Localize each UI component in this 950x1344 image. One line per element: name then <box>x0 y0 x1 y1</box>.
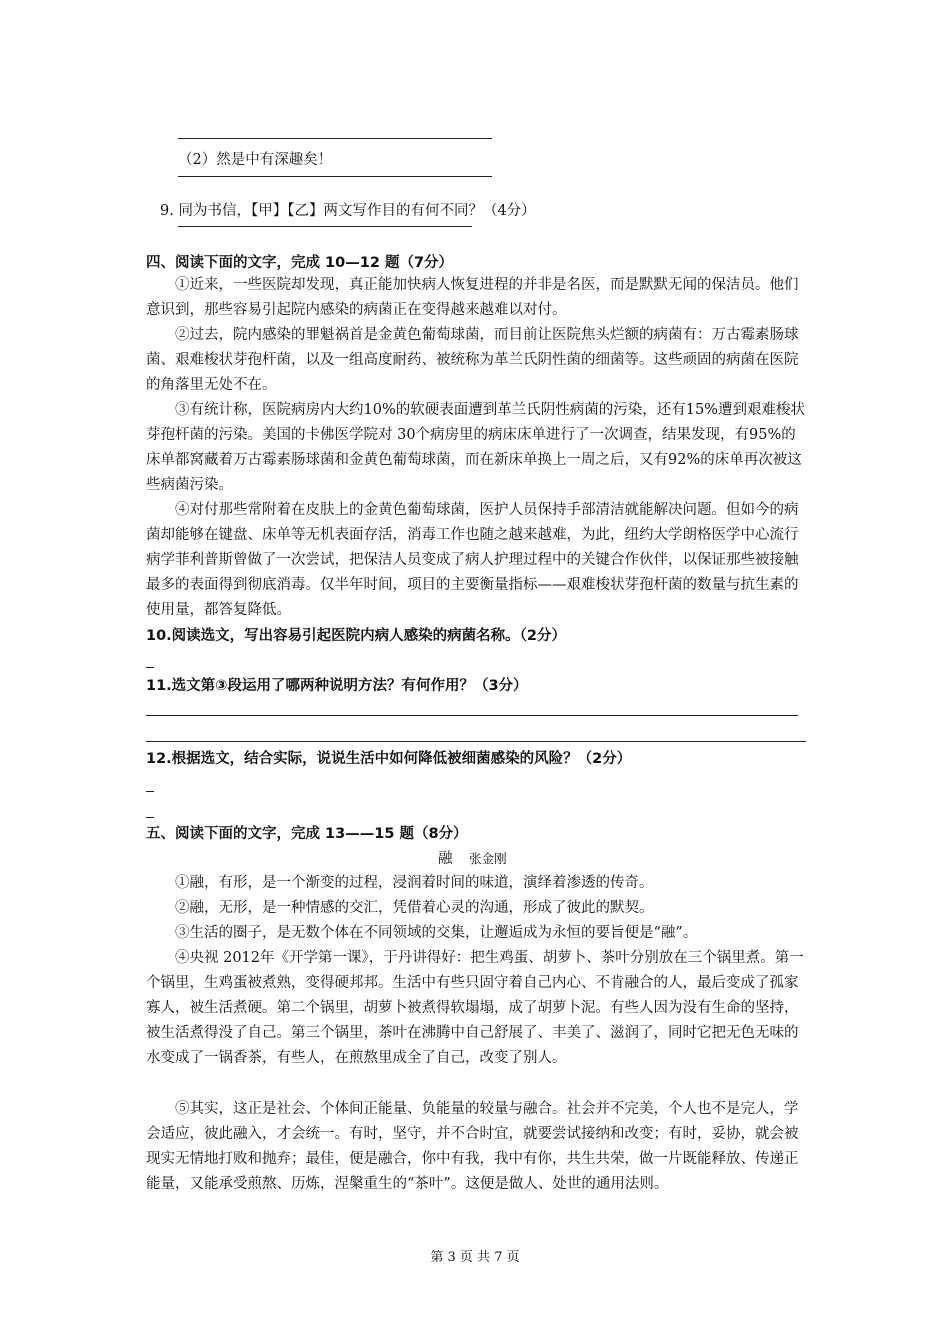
section-4-heading: 四、阅读下面的文字，完成 10—12 题（7分） <box>146 255 454 271</box>
question-10: 10.阅读选文，写出容易引起医院内病人感染的病菌名称。（2分） <box>146 628 567 644</box>
section-5-paragraph-4: ④央视 2012年《开学第一课》，于丹讲得好：把生鸡蛋、胡萝卜、茶叶分别放在三个锅里煮。第一个锅里，生鸡蛋被煮熟，变得硬邦邦。生活中有些只固守着自己内心、不肯融合的人，最后变成了孤家寡人，被生活煮硬。第二个锅里，胡萝卜被煮得软塌塌，成了胡萝卜泥。有些人因为没有生命的坚持，被生活煮得没了自己。第三个锅里，茶叶在沸腾中自己舒展了、丰美了、滋润了，同时它把无色无味的水变成了一锅香茶，有些人，在煎熬里成全了自己，改变了别人。 <box>146 950 804 1066</box>
answer-line <box>178 138 492 139</box>
answer-mark <box>146 791 154 792</box>
question-9: 9. 同为书信，【甲】【乙】两文写作目的有何不同？（4分） <box>160 203 536 219</box>
section-5-paragraph-5: ⑤其实，这正是社会、个体间正能量、负能量的较量与融合。社会并不完美，个人也不是完人，学会适应，彼此融入，才会统一。有时，坚守，并不合时宜，就要尝试接纳和改变；有时，妥协，就会被现实无情地打败和抛弃；最佳，便是融合，你中有我，我中有你，共生共荣，做一片既能释放、传递正能量，又能承受煎熬、历炼，涅槃重生的“茶叶”。这便是做人、处世的通用法则。 <box>146 1101 799 1192</box>
answer-mark <box>146 667 154 668</box>
question-12: 12.根据选文，结合实际，说说生活中如何降低被细菌感染的风险？（2分） <box>146 751 632 767</box>
article-author: 张金刚 <box>469 851 507 866</box>
answer-line <box>178 176 492 177</box>
q8-item-2: （2）然是中有深趣矣！ <box>178 152 333 168</box>
section-4-paragraph-2: ②过去，院内感染的罪魁祸首是金黄色葡萄球菌，而目前让医院焦头烂额的病菌有：万古霉素肠球菌、艰难梭状芽孢杆菌，以及一组高度耐药、被统称为革兰氏阴性菌的细菌等。这些顽固的病菌在医院的角落里无处不在。 <box>146 327 799 393</box>
section-4-paragraph-3: ③有统计称，医院病房内大约10%的软硬表面遭到革兰氏阴性病菌的污染，还有15%遭到艰难梭状芽孢杆菌的污染。美国的卡佛医学院对 30个病房里的病床床单进行了一次调查，结果发现，有95%的床单都窝藏着万古霉素肠球菌和金黄色葡萄球菌，而在新床单换上一周之后，又有92%的床单再次被这些病菌污染。 <box>146 402 805 493</box>
section-5-paragraph-2: ②融，无形，是一种情感的交汇，凭借着心灵的沟通，形成了彼此的默契。 <box>175 900 654 916</box>
section-4-paragraph-1: ①近来，一些医院却发现，真正能加快病人恢复进程的并非是名医，而是默默无闻的保洁员。他们意识到，那些容易引起院内感染的病菌正在变得越来越难以对付。 <box>146 277 799 318</box>
article-title-line <box>438 848 507 870</box>
answer-line <box>146 741 806 742</box>
section-4-paragraph-4: ④对付那些常附着在皮肤上的金黄色葡萄球菌，医护人员保持手部清洁就能解决问题。但如今的病菌却能够在键盘、床单等无机表面存活，消毒工作也随之越来越难，为此，纽约大学朗格医学中心流行病学菲利普斯曾做了一次尝试，把保洁人员变成了病人护理过程中的关键合作伙伴，以保证那些被接触最多的表面得到彻底消毒。仅半年时间，项目的主要衡量指标——艰难梭状芽孢杆菌的数量与抗生素的使用量，都答复降低。 <box>146 502 799 618</box>
section-5-paragraph-1: ①融，有形，是一个渐变的过程，浸润着时间的味道，演绎着渗透的传奇。 <box>175 875 654 891</box>
page-number: 第 3 页 共 7 页 <box>430 1250 520 1265</box>
answer-line <box>178 226 472 227</box>
section-5-heading: 五、阅读下面的文字，完成 13——15 题（8分） <box>146 826 468 842</box>
article-title: 融 <box>438 851 453 867</box>
answer-mark <box>146 817 154 818</box>
answer-line <box>146 715 798 716</box>
question-11: 11.选文第③段运用了哪两种说明方法？有何作用？（3分） <box>146 678 528 694</box>
section-5-paragraph-3: ③生活的圈子，是无数个体在不同领域的交集，让邂逅成为永恒的要旨便是“融”。 <box>175 925 698 941</box>
